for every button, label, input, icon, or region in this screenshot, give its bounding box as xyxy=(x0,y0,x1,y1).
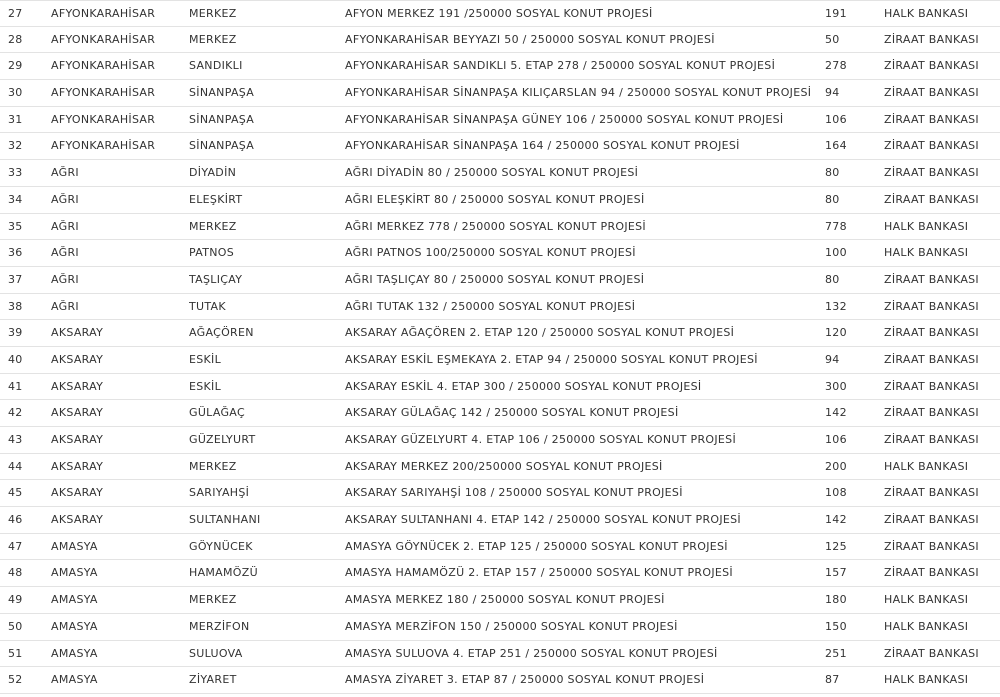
district-cell: MERKEZ xyxy=(189,219,237,233)
row-number: 27 xyxy=(8,7,23,20)
project-name-cell: AMASYA SULUOVA 4. ETAP 251 / 250000 SOSYAL KONUT PROJESİ xyxy=(345,646,718,660)
project-name-cell: AKSARAY SARIYAHŞİ 108 / 250000 SOSYAL KONUT PROJESİ xyxy=(345,486,683,500)
unit-count-cell: 80 xyxy=(825,192,840,206)
row-number: 28 xyxy=(8,32,23,46)
bank-cell: ZİRAAT BANKASI xyxy=(884,326,979,340)
project-name-cell: AĞRI MERKEZ 778 / 250000 SOSYAL KONUT PROJESİ xyxy=(345,219,646,233)
bank-cell: ZİRAAT BANKASI xyxy=(884,112,979,126)
project-name-cell: AKSARAY MERKEZ 200/250000 SOSYAL KONUT PROJESİ xyxy=(345,459,663,473)
district-cell: AĞAÇÖREN xyxy=(189,326,254,340)
table-row xyxy=(0,80,1000,107)
unit-count-cell: 125 xyxy=(825,539,847,553)
district-cell: SİNANPAŞA xyxy=(189,112,255,126)
table-row xyxy=(0,347,1000,374)
bank-cell: HALK BANKASI xyxy=(884,7,969,20)
unit-count-cell: 87 xyxy=(825,673,840,687)
unit-count-cell: 164 xyxy=(825,139,847,153)
unit-count-cell: 180 xyxy=(825,593,847,607)
district-cell: DİYADİN xyxy=(189,166,237,180)
district-cell: MERKEZ xyxy=(189,7,237,20)
table-row xyxy=(0,507,1000,534)
province-cell: AKSARAY xyxy=(51,326,104,340)
district-cell: MERZİFON xyxy=(189,619,250,633)
bank-cell: HALK BANKASI xyxy=(884,593,969,607)
project-name-cell: AMASYA ZİYARET 3. ETAP 87 / 250000 SOSYAL KONUT PROJESİ xyxy=(345,673,705,687)
district-cell: GÜZELYURT xyxy=(189,433,256,446)
unit-count-cell: 157 xyxy=(825,566,847,580)
table-row xyxy=(0,374,1000,401)
table-row xyxy=(0,214,1000,241)
row-number: 44 xyxy=(8,459,23,473)
district-cell: TUTAK xyxy=(189,299,226,313)
district-cell: ESKİL xyxy=(189,379,222,393)
project-name-cell: AFYONKARAHİSAR SİNANPAŞA 164 / 250000 SOSYAL KONUT PROJESİ xyxy=(345,139,740,153)
bank-cell: HALK BANKASI xyxy=(884,219,969,233)
bank-cell: ZİRAAT BANKASI xyxy=(884,379,979,393)
table-row xyxy=(0,160,1000,187)
province-cell: AMASYA xyxy=(51,539,98,553)
unit-count-cell: 106 xyxy=(825,433,847,446)
province-cell: AMASYA xyxy=(51,566,98,580)
unit-count-cell: 80 xyxy=(825,166,840,180)
district-cell: SİNANPAŞA xyxy=(189,139,255,153)
unit-count-cell: 80 xyxy=(825,272,840,286)
district-cell: MERKEZ xyxy=(189,459,237,473)
row-number: 33 xyxy=(8,166,23,180)
district-cell: TAŞLIÇAY xyxy=(189,272,243,286)
table-row xyxy=(0,454,1000,481)
row-number: 51 xyxy=(8,646,23,660)
bank-cell: ZİRAAT BANKASI xyxy=(884,539,979,553)
province-cell: AFYONKARAHİSAR xyxy=(51,112,156,126)
project-name-cell: AMASYA MERKEZ 180 / 250000 SOSYAL KONUT PROJESİ xyxy=(345,593,665,607)
district-cell: SULTANHANI xyxy=(189,513,261,527)
province-cell: AKSARAY xyxy=(51,406,104,420)
row-number: 38 xyxy=(8,299,23,313)
bank-cell: ZİRAAT BANKASI xyxy=(884,59,979,73)
unit-count-cell: 142 xyxy=(825,406,847,420)
province-cell: AFYONKARAHİSAR xyxy=(51,7,156,20)
row-number: 42 xyxy=(8,406,23,420)
project-name-cell: AFYONKARAHİSAR BEYYAZI 50 / 250000 SOSYAL KONUT PROJESİ xyxy=(345,32,715,46)
bank-cell: ZİRAAT BANKASI xyxy=(884,646,979,660)
bank-cell: ZİRAAT BANKASI xyxy=(884,406,979,420)
row-number: 30 xyxy=(8,86,23,100)
table-row xyxy=(0,614,1000,641)
project-name-cell: AFYONKARAHİSAR SİNANPAŞA GÜNEY 106 / 250000 SOSYAL KONUT PROJESİ xyxy=(345,112,784,126)
project-name-cell: AĞRI TAŞLIÇAY 80 / 250000 SOSYAL KONUT PROJESİ xyxy=(345,272,645,286)
row-number: 39 xyxy=(8,326,23,340)
bank-cell: ZİRAAT BANKASI xyxy=(884,486,979,500)
table-row xyxy=(0,400,1000,427)
province-cell: AĞRI xyxy=(51,192,79,206)
province-cell: AFYONKARAHİSAR xyxy=(51,139,156,153)
unit-count-cell: 300 xyxy=(825,379,847,393)
district-cell: PATNOS xyxy=(189,246,234,260)
table-row xyxy=(0,427,1000,454)
row-number: 36 xyxy=(8,246,23,260)
project-name-cell: AFYON MERKEZ 191 /250000 SOSYAL KONUT PROJESİ xyxy=(345,7,653,20)
bank-cell: ZİRAAT BANKASI xyxy=(884,192,979,206)
project-name-cell: AFYONKARAHİSAR SANDIKLI 5. ETAP 278 / 250000 SOSYAL KONUT PROJESİ xyxy=(345,59,776,73)
province-cell: AĞRI xyxy=(51,166,79,180)
row-number: 29 xyxy=(8,59,23,73)
province-cell: AMASYA xyxy=(51,673,98,687)
table-row xyxy=(0,534,1000,561)
province-cell: AMASYA xyxy=(51,593,98,607)
bank-cell: HALK BANKASI xyxy=(884,246,969,260)
unit-count-cell: 106 xyxy=(825,112,847,126)
table-row xyxy=(0,320,1000,347)
unit-count-cell: 191 xyxy=(825,7,847,20)
province-cell: AFYONKARAHİSAR xyxy=(51,59,156,73)
project-name-cell: AĞRI PATNOS 100/250000 SOSYAL KONUT PROJESİ xyxy=(345,246,636,260)
district-cell: SULUOVA xyxy=(189,646,243,660)
bank-cell: ZİRAAT BANKASI xyxy=(884,513,979,527)
province-cell: AKSARAY xyxy=(51,459,104,473)
table-row xyxy=(0,133,1000,160)
district-cell: SANDIKLI xyxy=(189,59,243,73)
province-cell: AFYONKARAHİSAR xyxy=(51,86,156,100)
table-row xyxy=(0,240,1000,267)
province-cell: AĞRI xyxy=(51,246,79,260)
bank-cell: HALK BANKASI xyxy=(884,673,969,687)
project-name-cell: AĞRI TUTAK 132 / 250000 SOSYAL KONUT PROJESİ xyxy=(345,299,636,313)
province-cell: AFYONKARAHİSAR xyxy=(51,32,156,46)
province-cell: AKSARAY xyxy=(51,379,104,393)
province-cell: AKSARAY xyxy=(51,433,104,446)
district-cell: GÖYNÜCEK xyxy=(189,539,253,553)
project-name-cell: AMASYA HAMAMÖZÜ 2. ETAP 157 / 250000 SOSYAL KONUT PROJESİ xyxy=(345,566,733,580)
unit-count-cell: 132 xyxy=(825,299,847,313)
bank-cell: ZİRAAT BANKASI xyxy=(884,32,979,46)
project-name-cell: AKSARAY ESKİL 4. ETAP 300 / 250000 SOSYAL KONUT PROJESİ xyxy=(345,379,702,393)
row-number: 45 xyxy=(8,486,23,500)
table-row xyxy=(0,587,1000,614)
table-row xyxy=(0,641,1000,668)
unit-count-cell: 278 xyxy=(825,59,847,73)
unit-count-cell: 142 xyxy=(825,513,847,527)
row-number: 43 xyxy=(8,433,23,446)
district-cell: SİNANPAŞA xyxy=(189,86,255,100)
row-number: 46 xyxy=(8,513,23,527)
project-name-cell: AKSARAY GÜLAĞAÇ 142 / 250000 SOSYAL KONUT PROJESİ xyxy=(345,406,679,420)
project-name-cell: AĞRI DİYADİN 80 / 250000 SOSYAL KONUT PROJESİ xyxy=(345,166,639,180)
district-cell: HAMAMÖZÜ xyxy=(189,566,258,580)
unit-count-cell: 778 xyxy=(825,219,847,233)
province-cell: AKSARAY xyxy=(51,486,104,500)
row-number: 50 xyxy=(8,619,23,633)
table-row xyxy=(0,187,1000,214)
project-name-cell: AKSARAY SULTANHANI 4. ETAP 142 / 250000 SOSYAL KONUT PROJESİ xyxy=(345,513,741,527)
unit-count-cell: 50 xyxy=(825,32,840,46)
province-cell: AKSARAY xyxy=(51,513,104,527)
row-number: 34 xyxy=(8,192,23,206)
row-number: 47 xyxy=(8,539,23,553)
project-name-cell: AFYONKARAHİSAR SİNANPAŞA KILIÇARSLAN 94 / 250000 SOSYAL KONUT PROJESİ xyxy=(345,86,812,100)
unit-count-cell: 251 xyxy=(825,646,847,660)
row-number: 37 xyxy=(8,272,23,286)
province-cell: AKSARAY xyxy=(51,352,104,366)
row-number: 41 xyxy=(8,379,23,393)
row-number: 40 xyxy=(8,352,23,366)
bank-cell: ZİRAAT BANKASI xyxy=(884,299,979,313)
unit-count-cell: 100 xyxy=(825,246,847,260)
unit-count-cell: 200 xyxy=(825,459,847,473)
row-number: 48 xyxy=(8,566,23,580)
project-name-cell: AKSARAY ESKİL EŞMEKAYA 2. ETAP 94 / 250000 SOSYAL KONUT PROJESİ xyxy=(345,352,758,366)
bank-cell: HALK BANKASI xyxy=(884,619,969,633)
unit-count-cell: 108 xyxy=(825,486,847,500)
row-number: 52 xyxy=(8,673,23,687)
district-cell: GÜLAĞAÇ xyxy=(189,406,245,420)
project-name-cell: AMASYA GÖYNÜCEK 2. ETAP 125 / 250000 SOSYAL KONUT PROJESİ xyxy=(345,539,728,553)
unit-count-cell: 94 xyxy=(825,352,840,366)
table-row xyxy=(0,560,1000,587)
province-cell: AMASYA xyxy=(51,646,98,660)
district-cell: SARIYAHŞİ xyxy=(189,486,250,500)
bank-cell: ZİRAAT BANKASI xyxy=(884,566,979,580)
province-cell: AĞRI xyxy=(51,299,79,313)
province-cell: AĞRI xyxy=(51,272,79,286)
row-number: 31 xyxy=(8,112,23,126)
table-row xyxy=(0,53,1000,80)
table-row xyxy=(0,0,1000,27)
district-cell: ZİYARET xyxy=(189,673,237,687)
unit-count-cell: 150 xyxy=(825,619,847,633)
table-row xyxy=(0,107,1000,134)
table-row xyxy=(0,267,1000,294)
bank-cell: ZİRAAT BANKASI xyxy=(884,433,979,446)
table-row xyxy=(0,294,1000,321)
unit-count-cell: 94 xyxy=(825,86,840,100)
bank-cell: ZİRAAT BANKASI xyxy=(884,139,979,153)
district-cell: ESKİL xyxy=(189,352,222,366)
district-cell: ELEŞKİRT xyxy=(189,192,243,206)
project-name-cell: AMASYA MERZİFON 150 / 250000 SOSYAL KONUT PROJESİ xyxy=(345,619,678,633)
province-cell: AĞRI xyxy=(51,219,79,233)
row-number: 35 xyxy=(8,219,23,233)
district-cell: MERKEZ xyxy=(189,593,237,607)
table-row xyxy=(0,667,1000,694)
row-number: 32 xyxy=(8,139,23,153)
bank-cell: ZİRAAT BANKASI xyxy=(884,86,979,100)
bank-cell: ZİRAAT BANKASI xyxy=(884,166,979,180)
project-name-cell: AKSARAY GÜZELYURT 4. ETAP 106 / 250000 SOSYAL KONUT PROJESİ xyxy=(345,433,737,446)
district-cell: MERKEZ xyxy=(189,32,237,46)
bank-cell: ZİRAAT BANKASI xyxy=(884,352,979,366)
province-cell: AMASYA xyxy=(51,619,98,633)
project-name-cell: AĞRI ELEŞKİRT 80 / 250000 SOSYAL KONUT PROJESİ xyxy=(345,192,645,206)
bank-cell: ZİRAAT BANKASI xyxy=(884,272,979,286)
table-row xyxy=(0,27,1000,54)
unit-count-cell: 120 xyxy=(825,326,847,340)
bank-cell: HALK BANKASI xyxy=(884,459,969,473)
project-name-cell: AKSARAY AĞAÇÖREN 2. ETAP 120 / 250000 SOSYAL KONUT PROJESİ xyxy=(345,326,735,340)
row-number: 49 xyxy=(8,593,23,607)
table-row xyxy=(0,480,1000,507)
